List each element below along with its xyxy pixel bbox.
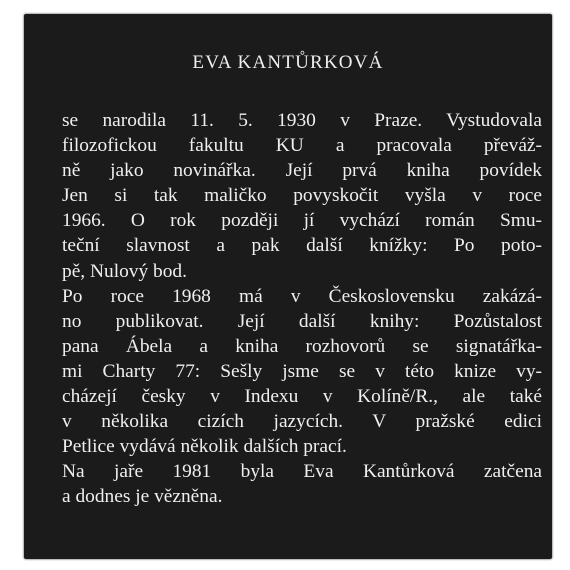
text-line: Petlice vydává několik dalších prací. bbox=[62, 436, 347, 458]
text-line: teční slavnost a pak další knížky: Po poto- bbox=[62, 235, 542, 257]
author-name-heading: EVA KANTŮRKOVÁ bbox=[192, 52, 384, 73]
text-line: Po roce 1968 má v Československu zakázá- bbox=[62, 285, 542, 307]
text-line: ně jako novinářka. Její prvá kniha povídek bbox=[62, 160, 542, 182]
text-line: mi Charty 77: Sešly jsme se v této knize vy- bbox=[62, 360, 542, 382]
text-line: v několika cizích jazycích. V pražské edici bbox=[62, 411, 542, 433]
text-line: no publikovat. Její další knihy: Pozůstalost bbox=[62, 310, 542, 332]
text-line: pana Ábela a kniha rozhovorů se signatářka- bbox=[62, 335, 542, 357]
biography-text bbox=[62, 108, 542, 510]
text-line: cházejí česky v Indexu v Kolíně/R., ale také bbox=[62, 386, 542, 408]
text-line: pě, Nulový bod. bbox=[62, 260, 187, 282]
text-line: Na jaře 1981 byla Eva Kantůrková zatčena bbox=[62, 461, 542, 483]
text-line: a dodnes je vězněna. bbox=[62, 486, 223, 508]
biography-panel bbox=[24, 14, 552, 559]
text-line: se narodila 11. 5. 1930 v Praze. Vystudovala bbox=[62, 110, 542, 131]
text-line: filozofickou fakultu KU a pracovala převáž- bbox=[62, 135, 542, 157]
text-line: 1966. O rok později jí vychází román Smu- bbox=[62, 210, 542, 232]
text-line: Jen si tak maličko povyskočit vyšla v roce bbox=[62, 185, 542, 207]
